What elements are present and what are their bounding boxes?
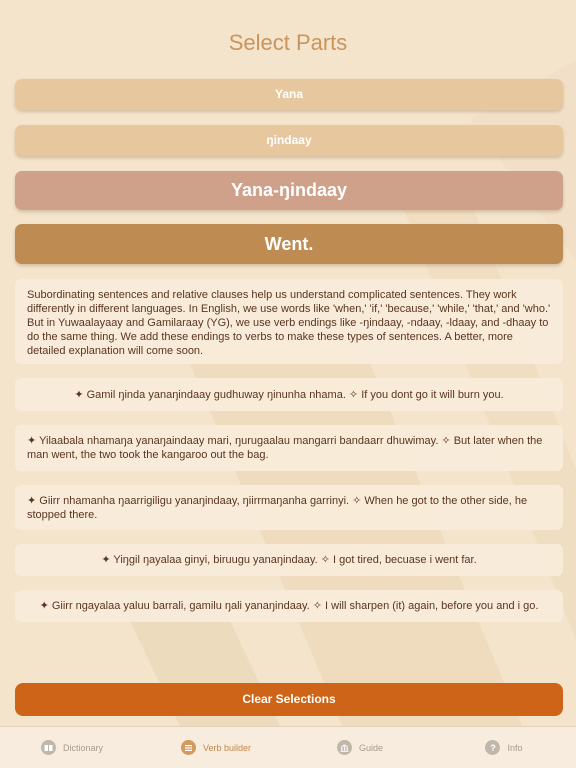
combined-word-display: Yana-ŋindaay [15, 171, 563, 210]
book-icon [41, 740, 56, 755]
tab-dictionary[interactable] [0, 727, 144, 768]
explanation-text: Subordinating sentences and relative clauses help us understand complicated sentences. They work differently in different languages. In English, we use words like 'when,' 'if,' 'because,' 'while,' 'that,' and 'who.' But in Yuwaalayaay and Gamilaraay (YG), we use verb endings like -ŋindaay, -ndaay, -ldaay, and -dhaay to do the same thing. We add these endings to verbs to make these types of sentences. A better, more detailed explanation will come soon. [15, 279, 563, 364]
tab-label: Dictionary [62, 742, 103, 753]
example-sentence [15, 485, 563, 530]
tab-label: Verb builder [202, 742, 252, 753]
question-icon: ? [485, 740, 500, 755]
part1-button[interactable]: Yana [15, 79, 563, 110]
clear-selections-button[interactable]: Clear Selections [15, 683, 563, 716]
tab-label: Guide [358, 742, 384, 753]
tab-bar [0, 726, 576, 768]
building-icon [337, 740, 352, 755]
example-sentence-text: ✦ Yiŋgil ŋayalaa ginyi, biruugu yanaŋindaay. ✧ I got tired, becuase i went far. [101, 554, 477, 566]
example-sentence [15, 378, 563, 411]
example-sentence [15, 425, 563, 471]
page-title: Select Parts [228, 30, 348, 55]
tab-verb-builder[interactable] [144, 727, 288, 768]
list-icon [181, 740, 196, 755]
part2-button[interactable]: ŋindaay [15, 125, 563, 156]
example-sentence [15, 544, 563, 576]
example-sentence [15, 590, 563, 622]
example-sentence-text: ✦ Giirr nhamanha ŋaarrigiligu yanaŋindaay, ŋiirrmaŋanha garrinyi. ✧ When he got to the other side, he stopped there. [27, 494, 528, 521]
tab-label: Info [507, 742, 523, 753]
example-sentence-text: ✦ Gamil ŋinda yanaŋindaay gudhuway ŋinunha nhama. ✧ If you dont go it will burn you. [74, 388, 504, 401]
tab-info[interactable] [432, 727, 576, 768]
example-sentence-text: ✦ Yilaabala nhamaŋa yanaŋaindaay mari, ŋurugaalau mangarri bandaarr dhuwimay. ✧ But later when the man went, the two took the kangaroo out the bag. [27, 435, 543, 461]
meaning-display: Went. [15, 224, 563, 264]
tab-guide[interactable] [288, 727, 432, 768]
example-sentence-text: ✦ Giirr ngayalaa yaluu barrali, gamilu ŋali yanaŋindaay. ✧ I will sharpen (it) again, before you and i go. [39, 600, 539, 612]
